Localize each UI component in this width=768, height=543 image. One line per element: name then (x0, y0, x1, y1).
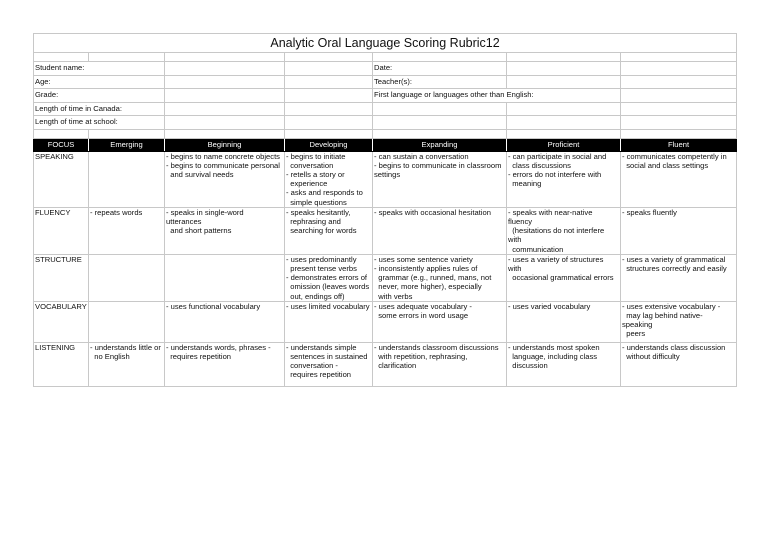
first-language-field[interactable] (621, 89, 737, 103)
criterion-line: social and class settings (622, 160, 709, 170)
grade-field[interactable] (165, 89, 285, 103)
criterion-line: may lag behind native- (622, 310, 703, 320)
table-row (34, 342, 737, 386)
criterion-line: no English (90, 351, 130, 361)
criterion-line: - uses varied vocabulary (508, 301, 591, 311)
criterion-line: rephrasing and (286, 216, 341, 226)
criterion-line: and short patterns (166, 226, 232, 236)
cell-beginning (165, 301, 285, 342)
criterion-line: communication (508, 244, 564, 254)
header-developing: Developing (285, 138, 373, 151)
header-fluent: Fluent (621, 138, 737, 151)
criterion-line: utterances (166, 216, 202, 226)
cell-developing (285, 207, 373, 254)
criterion-line: - can participate in social and (508, 151, 607, 161)
criterion-line: grammar (e.g., runned, mans, not (374, 273, 492, 283)
criterion-line: with (508, 263, 522, 273)
cell-developing (285, 151, 373, 207)
rubric-sheet (33, 33, 736, 387)
criterion-line: - demonstrates errors of (286, 273, 368, 283)
criterion-line: out, endings off) (286, 291, 345, 301)
cell-beginning (165, 207, 285, 254)
student-name-label: Student name: (34, 62, 165, 76)
criterion-line: peers (622, 329, 646, 339)
time-at-school-label: Length of time at school: (34, 116, 165, 130)
teachers-field-ext[interactable] (621, 75, 737, 89)
first-language-label: First language or languages other than English: (373, 89, 621, 103)
grade-field-ext[interactable] (285, 89, 373, 103)
criterion-line: class discussions (508, 160, 571, 170)
criterion-line: - understands classroom discussions (374, 342, 499, 352)
criterion-line: - begins to communicate personal (166, 160, 280, 170)
criterion-line: - uses predominantly (286, 254, 357, 264)
cell-developing (285, 301, 373, 342)
cell-beginning (165, 342, 285, 386)
cell-proficient (507, 301, 621, 342)
cell-proficient (507, 151, 621, 207)
header-beginning: Beginning (165, 138, 285, 151)
criterion-line: conversation (286, 160, 334, 170)
table-row (34, 207, 737, 254)
criterion-line: requires repetition (286, 370, 352, 380)
age-label: Age: (34, 75, 165, 89)
cell-emerging (89, 301, 165, 342)
cell-focus: VOCABULARY (34, 301, 89, 342)
cell-proficient (507, 254, 621, 301)
table-row (34, 254, 737, 301)
criterion-line: simple questions (286, 197, 347, 207)
student-name-field-ext[interactable] (285, 62, 373, 76)
criterion-line: sentences in sustained (286, 351, 368, 361)
criterion-line: and survival needs (166, 169, 234, 179)
time-at-school-field[interactable] (165, 116, 285, 130)
header-emerging: Emerging (89, 138, 165, 151)
page-title: Analytic Oral Language Scoring Rubric12 (34, 34, 737, 53)
criterion-line: with repetition, rephrasing, (374, 351, 468, 361)
criterion-line: - understands little or (90, 342, 161, 352)
criterion-line: - uses a variety of grammatical (622, 254, 726, 264)
criterion-line: occasional grammatical errors (508, 273, 614, 283)
date-label: Date: (373, 62, 507, 76)
teachers-label: Teacher(s): (373, 75, 507, 89)
cell-proficient (507, 207, 621, 254)
cell-expanding (373, 207, 507, 254)
criterion-line: - uses extensive vocabulary - (622, 301, 721, 311)
grade-label: Grade: (34, 89, 165, 103)
criterion-line: some errors in word usage (374, 310, 469, 320)
criterion-line: - uses some sentence variety (374, 254, 473, 264)
age-field-ext[interactable] (285, 75, 373, 89)
criterion-line: (hesitations do not interfere (508, 226, 605, 236)
criterion-line: - errors do not interfere with (508, 169, 602, 179)
cell-fluent (621, 254, 737, 301)
cell-developing (285, 254, 373, 301)
criterion-line: - can sustain a conversation (374, 151, 469, 161)
cell-beginning (165, 254, 285, 301)
table-row (34, 151, 737, 207)
cell-emerging (89, 207, 165, 254)
time-in-canada-label: Length of time in Canada: (34, 102, 165, 116)
header-proficient: Proficient (507, 138, 621, 151)
criterion-line: discussion (508, 361, 548, 371)
criterion-line: searching for words (286, 226, 357, 236)
cell-proficient (507, 342, 621, 386)
criterion-line: present tense verbs (286, 263, 357, 273)
cell-fluent (621, 342, 737, 386)
cell-focus: LISTENING (34, 342, 89, 386)
date-field-ext[interactable] (621, 62, 737, 76)
criterion-line: - uses functional vocabulary (166, 301, 261, 311)
criterion-line: meaning (508, 179, 542, 189)
cell-developing (285, 342, 373, 386)
criterion-line: - communicates competently in (622, 151, 727, 161)
time-in-canada-field[interactable] (165, 102, 285, 116)
cell-focus: SPEAKING (34, 151, 89, 207)
criterion-line: never, more higher), especially (374, 282, 482, 292)
header-focus: FOCUS (34, 138, 89, 151)
criterion-line: - understands words, phrases - (166, 342, 271, 352)
rubric-table (33, 33, 737, 387)
criterion-line: with verbs (374, 291, 413, 301)
cell-fluent (621, 301, 737, 342)
criterion-line: - speaks with near-native (508, 207, 593, 217)
cell-fluent (621, 151, 737, 207)
student-name-field[interactable] (165, 62, 285, 76)
age-field[interactable] (165, 75, 285, 89)
criterion-line: - inconsistently applies rules of (374, 263, 478, 273)
cell-expanding (373, 254, 507, 301)
cell-focus: FLUENCY (34, 207, 89, 254)
criterion-line: - begins to communicate in classroom (374, 160, 502, 170)
criterion-line: clarification (374, 361, 417, 371)
criterion-line: with (508, 235, 522, 245)
criterion-line: omission (leaves words (286, 282, 370, 292)
criterion-line: fluency (508, 216, 533, 226)
criterion-line: speaking (622, 320, 653, 330)
rubric-header-row (34, 138, 737, 151)
criterion-line: - understands most spoken (508, 342, 600, 352)
criterion-line: without difficulty (622, 351, 680, 361)
teachers-field[interactable] (507, 75, 621, 89)
criterion-line: - speaks with occasional hesitation (374, 207, 491, 217)
criterion-line: experience (286, 179, 328, 189)
cell-emerging (89, 342, 165, 386)
criterion-line: - speaks in single-word (166, 207, 244, 217)
criterion-line: settings (374, 169, 401, 179)
criterion-line: - uses limited vocabulary (286, 301, 370, 311)
cell-expanding (373, 342, 507, 386)
cell-beginning (165, 151, 285, 207)
cell-expanding (373, 301, 507, 342)
table-row (34, 301, 737, 342)
criterion-line: - uses a variety of structures (508, 254, 604, 264)
criterion-line: - understands class discussion (622, 342, 726, 352)
criterion-line: structures correctly and easily (622, 263, 727, 273)
header-expanding: Expanding (373, 138, 507, 151)
criterion-line: - repeats words (90, 207, 143, 217)
criterion-line: - speaks fluently (622, 207, 677, 217)
criterion-line: conversation - (286, 361, 338, 371)
criterion-line: requires repetition (166, 351, 232, 361)
criterion-line: - asks and responds to (286, 188, 363, 198)
criterion-line: - uses adequate vocabulary - (374, 301, 472, 311)
cell-fluent (621, 207, 737, 254)
date-field[interactable] (507, 62, 621, 76)
cell-emerging (89, 254, 165, 301)
cell-expanding (373, 151, 507, 207)
cell-emerging (89, 151, 165, 207)
criterion-line: - begins to initiate (286, 151, 346, 161)
cell-focus: STRUCTURE (34, 254, 89, 301)
criterion-line: - understands simple (286, 342, 357, 352)
criterion-line: - begins to name concrete objects (166, 151, 280, 161)
criterion-line: language, including class (508, 351, 598, 361)
criterion-line: - speaks hesitantly, (286, 207, 351, 217)
criterion-line: - retells a story or (286, 169, 345, 179)
